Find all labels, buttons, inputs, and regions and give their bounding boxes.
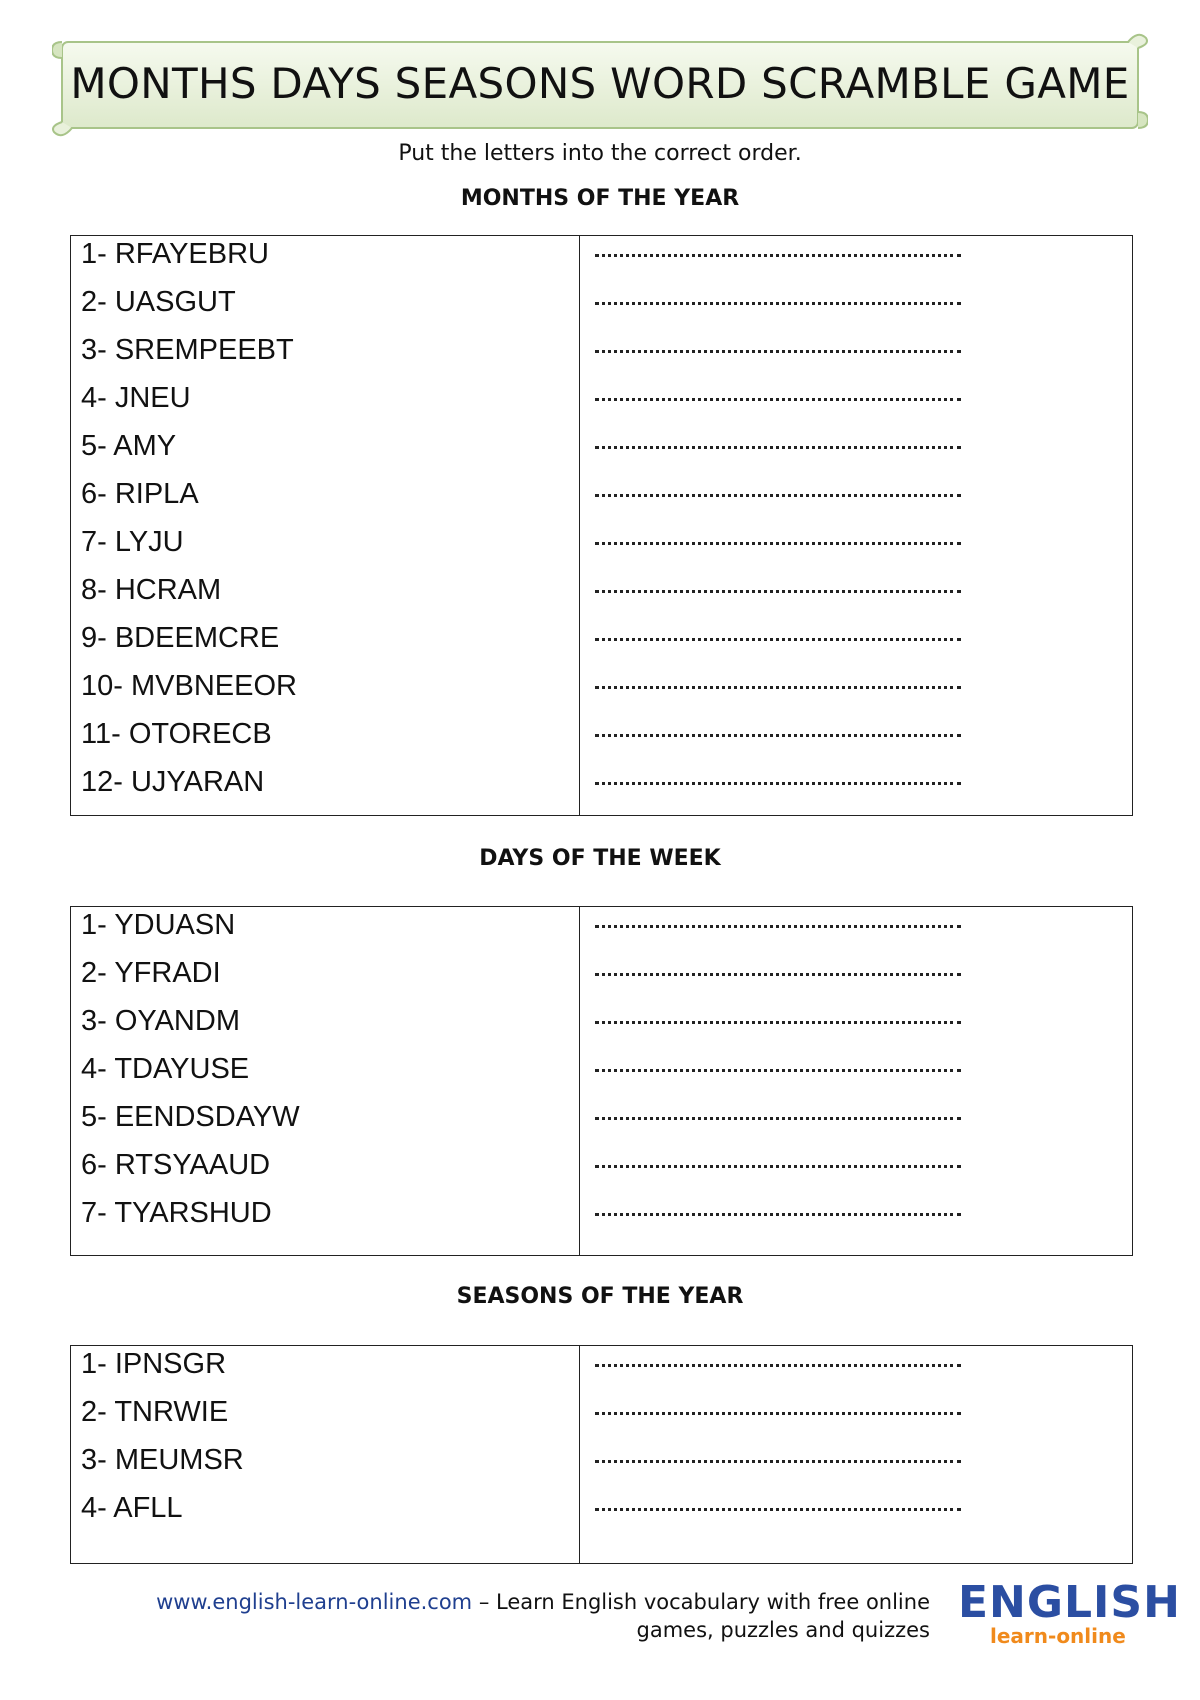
table-row bbox=[71, 284, 1132, 332]
scrambled-word: 2- TNRWIE bbox=[81, 1396, 229, 1428]
scrambled-word: 12- UJYARAN bbox=[81, 766, 265, 798]
english-learn-online-logo bbox=[958, 1577, 1181, 1653]
table-row bbox=[71, 1099, 1132, 1147]
table-row bbox=[71, 572, 1132, 620]
table-row bbox=[71, 1346, 1132, 1394]
scrambled-word: 9- BDEEMCRE bbox=[81, 622, 280, 654]
table-row bbox=[71, 1490, 1132, 1538]
scrambled-word: 11- OTORECB bbox=[81, 718, 272, 750]
answer-line[interactable] bbox=[595, 1115, 961, 1120]
table-row bbox=[71, 1147, 1132, 1195]
table-row bbox=[71, 716, 1132, 764]
answer-line[interactable] bbox=[595, 732, 961, 737]
scrambled-word: 1- YDUASN bbox=[81, 909, 236, 941]
table-row bbox=[71, 764, 1132, 812]
table-row bbox=[71, 1051, 1132, 1099]
scrambled-word: 2- YFRADI bbox=[81, 957, 221, 989]
footer-line-1 bbox=[156, 1588, 930, 1616]
answer-line[interactable] bbox=[595, 1362, 961, 1367]
answer-line[interactable] bbox=[595, 1211, 961, 1216]
answer-line[interactable] bbox=[595, 1019, 961, 1024]
table-row bbox=[71, 332, 1132, 380]
table-row bbox=[71, 907, 1132, 955]
answer-line[interactable] bbox=[595, 923, 961, 928]
scrambled-word: 6- RTSYAAUD bbox=[81, 1149, 271, 1181]
answer-line[interactable] bbox=[595, 1410, 961, 1415]
answer-line[interactable] bbox=[595, 444, 961, 449]
section-heading-seasons: SEASONS OF THE YEAR bbox=[456, 1284, 744, 1309]
section-heading-months: MONTHS OF THE YEAR bbox=[460, 186, 740, 211]
table-row bbox=[71, 1003, 1132, 1051]
table-row bbox=[71, 428, 1132, 476]
scrambled-word: 10- MVBNEEOR bbox=[81, 670, 297, 702]
scrambled-word: 8- HCRAM bbox=[81, 574, 222, 606]
scrambled-word: 1- IPNSGR bbox=[81, 1348, 227, 1380]
scrambled-word: 4- TDAYUSE bbox=[81, 1053, 250, 1085]
scrambled-word: 5- EENDSDAYW bbox=[81, 1101, 300, 1133]
page-title: MONTHS DAYS SEASONS WORD SCRAMBLE GAME bbox=[70, 58, 1130, 108]
section-heading-days: DAYS OF THE WEEK bbox=[479, 846, 721, 871]
scrambled-word: 3- MEUMSR bbox=[81, 1444, 244, 1476]
scrambled-word: 3- SREMPEEBT bbox=[81, 334, 294, 366]
logo-main-text: ENGLISH bbox=[958, 1577, 1181, 1628]
table-row bbox=[71, 955, 1132, 1003]
seasons-table bbox=[70, 1345, 1133, 1564]
table-row bbox=[71, 1442, 1132, 1490]
table-row bbox=[71, 1195, 1132, 1243]
answer-line[interactable] bbox=[595, 492, 961, 497]
answer-line[interactable] bbox=[595, 780, 961, 785]
answer-line[interactable] bbox=[595, 396, 961, 401]
scrambled-word: 7- TYARSHUD bbox=[81, 1197, 272, 1229]
answer-line[interactable] bbox=[595, 1506, 961, 1511]
scrambled-word: 3- OYANDM bbox=[81, 1005, 240, 1037]
answer-line[interactable] bbox=[595, 1458, 961, 1463]
footer-text bbox=[156, 1588, 930, 1644]
answer-line[interactable] bbox=[595, 636, 961, 641]
answer-line[interactable] bbox=[595, 971, 961, 976]
website-link[interactable]: www.english-learn-online.com bbox=[156, 1590, 473, 1614]
scrambled-word: 5- AMY bbox=[81, 430, 177, 462]
answer-line[interactable] bbox=[595, 300, 961, 305]
answer-line[interactable] bbox=[595, 348, 961, 353]
answer-line[interactable] bbox=[595, 684, 961, 689]
table-row bbox=[71, 476, 1132, 524]
answer-line[interactable] bbox=[595, 252, 961, 257]
scrambled-word: 2- UASGUT bbox=[81, 286, 236, 318]
answer-line[interactable] bbox=[595, 1067, 961, 1072]
title-banner bbox=[52, 28, 1148, 138]
table-row bbox=[71, 524, 1132, 572]
table-row bbox=[71, 668, 1132, 716]
table-row bbox=[71, 236, 1132, 284]
logo-sub-text: learn-online bbox=[990, 1624, 1126, 1648]
scrambled-word: 7- LYJU bbox=[81, 526, 184, 558]
table-row bbox=[71, 380, 1132, 428]
instruction-text: Put the letters into the correct order. bbox=[398, 141, 802, 166]
scrambled-word: 4- AFLL bbox=[81, 1492, 183, 1524]
footer-tagline-2: games, puzzles and quizzes bbox=[636, 1618, 930, 1642]
days-table bbox=[70, 906, 1133, 1256]
months-table bbox=[70, 235, 1133, 816]
scrambled-word: 4- JNEU bbox=[81, 382, 191, 414]
scrambled-word: 1- RFAYEBRU bbox=[81, 238, 270, 270]
table-row bbox=[71, 1394, 1132, 1442]
table-row bbox=[71, 620, 1132, 668]
answer-line[interactable] bbox=[595, 1163, 961, 1168]
answer-line[interactable] bbox=[595, 588, 961, 593]
scrambled-word: 6- RIPLA bbox=[81, 478, 199, 510]
answer-line[interactable] bbox=[595, 540, 961, 545]
footer-tagline-1: – Learn English vocabulary with free online bbox=[472, 1590, 930, 1614]
